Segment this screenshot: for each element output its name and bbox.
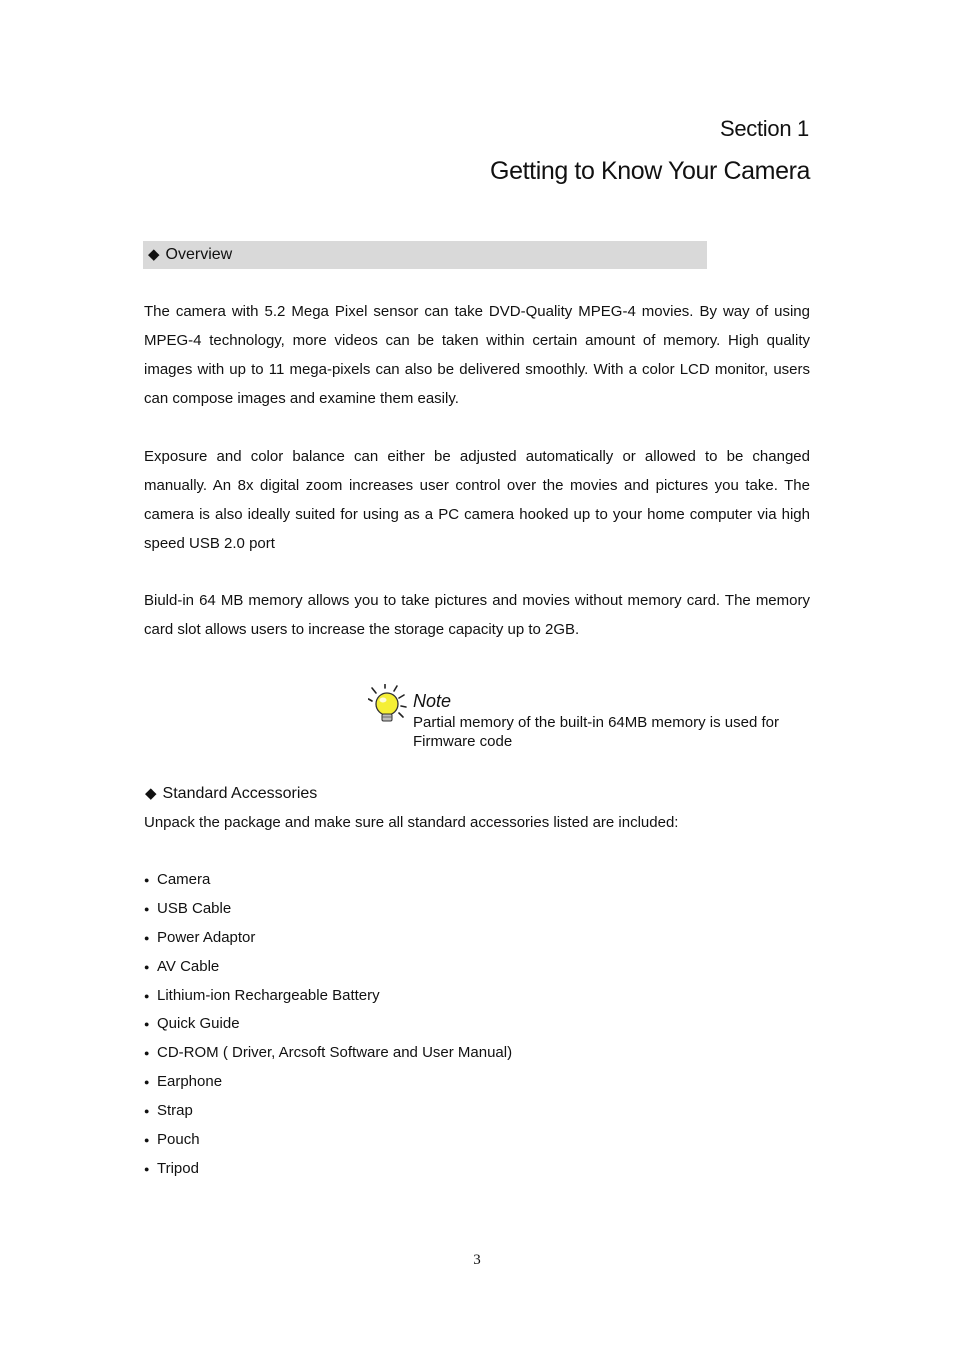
accessories-list <box>144 866 512 1184</box>
list-item-label: Quick Guide <box>157 1015 240 1033</box>
list-item <box>144 982 512 1011</box>
overview-heading-bar <box>143 241 707 269</box>
lightbulb-icon <box>368 684 410 724</box>
list-item-label: Earphone <box>157 1073 223 1091</box>
list-item-label: Lithium-ion Rechargeable Battery <box>157 986 380 1004</box>
bullet-dot-icon: ● <box>144 990 150 1001</box>
overview-paragraph-1: The camera with 5.2 Mega Pixel sensor can take DVD-Quality MPEG-4 movies. By way of using MPEG-4 technology, more videos can be taken within certain amount of memory. High quality images with up to 11 mega-pixels can also be delivered smoothly. With a color LCD monitor, users can compose images and examine them easily. <box>144 303 810 407</box>
list-item-label: Tripod <box>157 1159 199 1177</box>
list-item-label: Power Adaptor <box>157 928 256 946</box>
overview-paragraph-2: Exposure and color balance can either be adjusted automatically or allowed to be changed manually. An 8x digital zoom increases user control over the movies and pictures you take. The camera is also ideally suited for using as a PC camera hooked up to your home computer via high speed USB 2.0 port <box>144 448 810 552</box>
list-item-label: Strap <box>157 1102 193 1120</box>
page-title: Getting to Know Your Camera <box>490 157 810 185</box>
list-item <box>144 1126 512 1155</box>
note-title: Note <box>413 691 452 711</box>
diamond-bullet-icon: ◆ <box>145 785 157 802</box>
list-item <box>144 1010 512 1039</box>
accessories-heading-row <box>145 784 317 804</box>
note-text: Partial memory of the built-in 64MB memory is used for Firmware code <box>413 714 779 750</box>
list-item-label: AV Cable <box>157 957 220 975</box>
list-item <box>144 1039 512 1068</box>
diamond-bullet-icon: ◆ <box>148 246 160 263</box>
page-number: 3 <box>473 1252 481 1268</box>
bullet-dot-icon: ● <box>144 1048 150 1059</box>
accessories-heading: Standard Accessories <box>162 785 318 802</box>
list-item <box>144 1068 512 1097</box>
bullet-dot-icon: ● <box>144 1135 150 1146</box>
list-item <box>144 1155 512 1184</box>
section-label: Section 1 <box>719 116 809 141</box>
bullet-dot-icon: ● <box>144 1019 150 1030</box>
list-item-label: Pouch <box>157 1131 200 1149</box>
bullet-dot-icon: ● <box>144 932 150 943</box>
list-item <box>144 895 512 924</box>
bullet-dot-icon: ● <box>144 961 150 972</box>
overview-heading: Overview <box>165 246 233 263</box>
list-item-label: Camera <box>157 871 211 888</box>
accessories-intro: Unpack the package and make sure all standard accessories listed are included: <box>144 814 679 831</box>
bullet-dot-icon: ● <box>144 1163 150 1174</box>
list-item-label: CD-ROM ( Driver, Arcsoft Software and User Manual) <box>157 1044 513 1062</box>
bullet-dot-icon: ● <box>144 903 150 914</box>
list-item <box>144 953 512 982</box>
list-item-label: USB Cable <box>157 899 232 917</box>
list-item <box>144 1097 512 1126</box>
bullet-dot-icon: ● <box>144 1106 150 1117</box>
bullet-dot-icon: ● <box>144 1077 150 1088</box>
list-item <box>144 866 512 895</box>
bullet-dot-icon: ● <box>144 875 150 885</box>
overview-paragraph-3: Biuld-in 64 MB memory allows you to take pictures and movies without memory card. The memory card slot allows users to increase the storage capacity up to 2GB. <box>144 592 810 638</box>
list-item <box>144 924 512 953</box>
